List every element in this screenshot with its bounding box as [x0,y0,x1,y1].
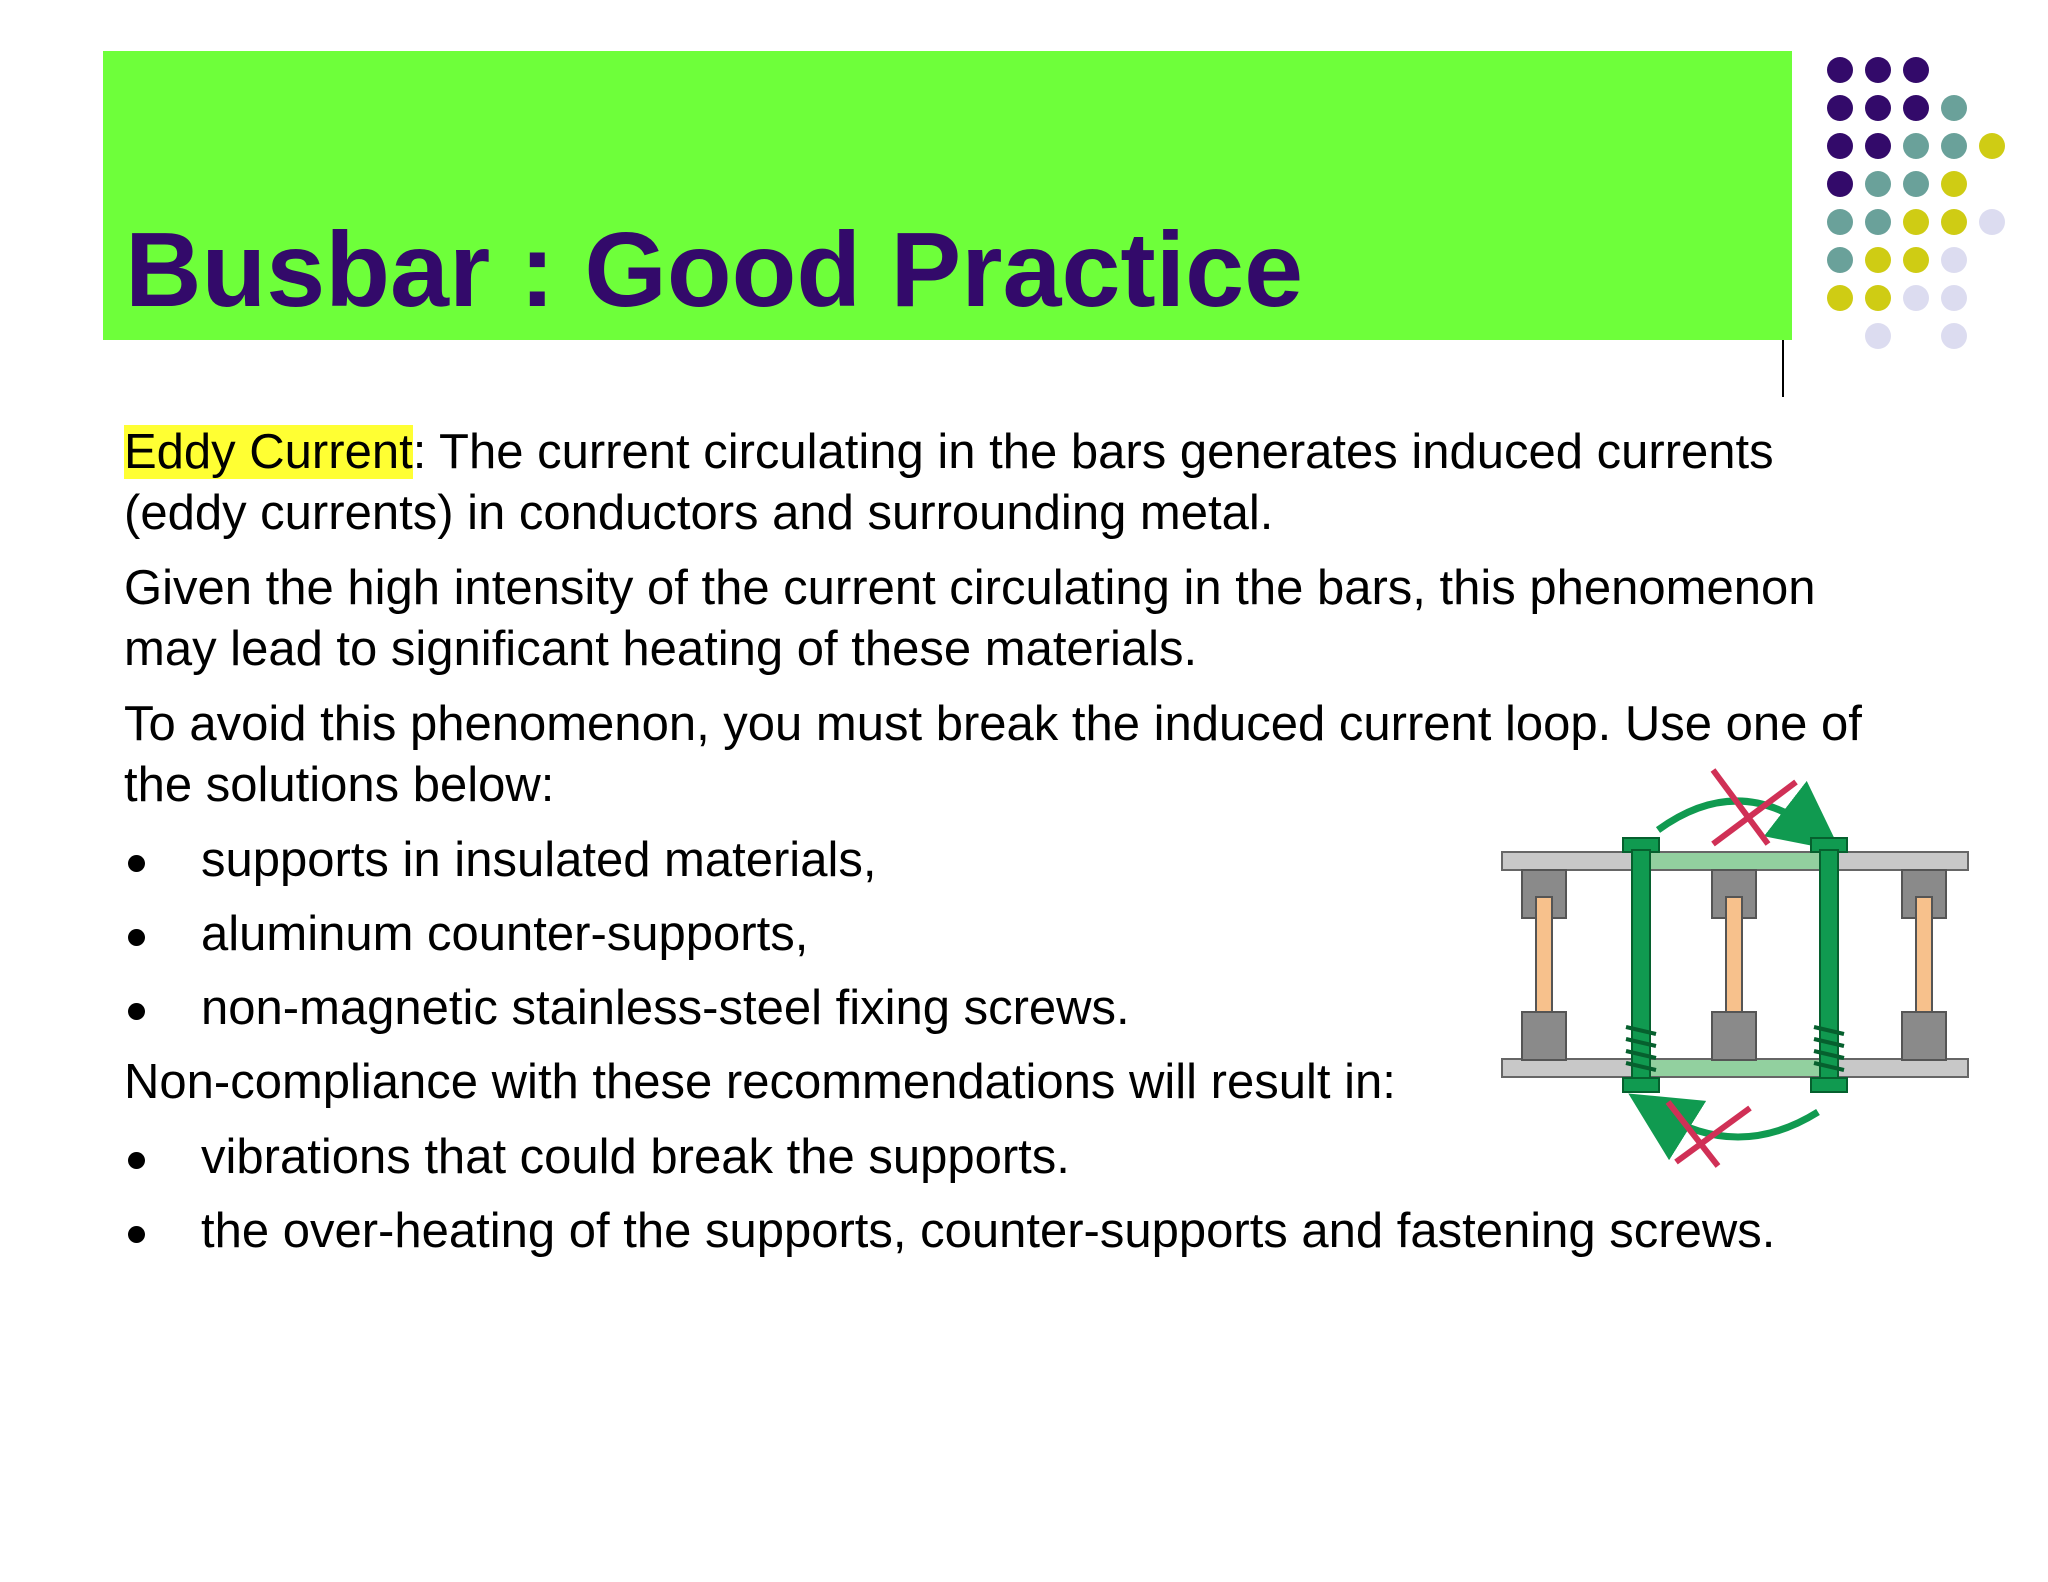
paragraph-text: : The current circulating in the bars generates induced currents (eddy currents) in conductors and surrounding metal. [124,425,1774,540]
decorative-dot [1827,285,1853,311]
paragraph-heating: Given the high intensity of the current circulating in the bars, this phenomenon may lead to significant heating of these materials. [124,561,1816,676]
support-right [1902,870,1946,1060]
paragraph-eddy-current [124,422,1904,544]
list-item-text: aluminum counter-supports, [201,907,809,961]
bullet-icon [128,1152,145,1169]
current-loop-bottom [1638,1060,1832,1076]
decorative-dot [1827,247,1853,273]
support-left [1522,870,1566,1060]
decorative-dot [1865,285,1891,311]
bullet-icon [128,1003,145,1020]
highlighted-term: Eddy Current [124,425,413,479]
decorative-dot [1865,323,1891,349]
decorative-dot [1979,209,2005,235]
decorative-dot [1827,95,1853,121]
decorative-dot [1903,285,1929,311]
blocked-current-arrow-top [1658,770,1813,844]
list-item-text: non-magnetic stainless-steel fixing screws. [201,981,1130,1035]
bullet-icon [128,1226,145,1243]
busbar-support-diagram [1498,762,1970,1176]
decorative-dot [1903,57,1929,83]
decorative-dot [1903,95,1929,121]
decorative-dot [1903,209,1929,235]
screw-right [1811,838,1847,1092]
decorative-dot [1941,133,1967,159]
decorative-dot [1865,95,1891,121]
decorative-dot [1865,247,1891,273]
decorative-dot [1903,171,1929,197]
list-item [124,1201,1924,1262]
decorative-dot [1865,209,1891,235]
decorative-dot [1941,95,1967,121]
decorative-dot [1827,209,1853,235]
slide-title: Busbar : Good Practice [125,211,1304,329]
decorative-dot [1941,285,1967,311]
decorative-dot [1941,323,1967,349]
list-item-text: the over-heating of the supports, counter-supports and fastening screws. [201,1204,1776,1258]
bullet-icon [128,855,145,872]
blocked-current-arrow-bottom [1658,1102,1818,1166]
paragraph-solutions-intro: To avoid this phenomenon, you must break the induced current loop. Use one of the solutions below: [124,697,1862,812]
decorative-dot [1941,209,1967,235]
list-item-text: supports in insulated materials, [201,833,877,887]
decorative-dot [1903,133,1929,159]
support-middle [1712,870,1756,1060]
decorative-dot [1903,247,1929,273]
decorative-dot [1827,171,1853,197]
decorative-dot [1865,57,1891,83]
decorative-dot [1827,57,1853,83]
current-loop-top [1638,853,1832,869]
decorative-dot [1941,247,1967,273]
decorative-dot [1865,133,1891,159]
decorative-dot [1941,171,1967,197]
bullet-icon [128,929,145,946]
decorative-dot [1979,133,2005,159]
decorative-dot [1827,133,1853,159]
screw-left [1623,838,1659,1092]
title-divider [1782,340,1784,397]
decorative-dot [1865,171,1891,197]
paragraph-non-compliance: Non-compliance with these recommendations will result in: [124,1055,1396,1109]
list-item-text: vibrations that could break the supports. [201,1130,1070,1184]
